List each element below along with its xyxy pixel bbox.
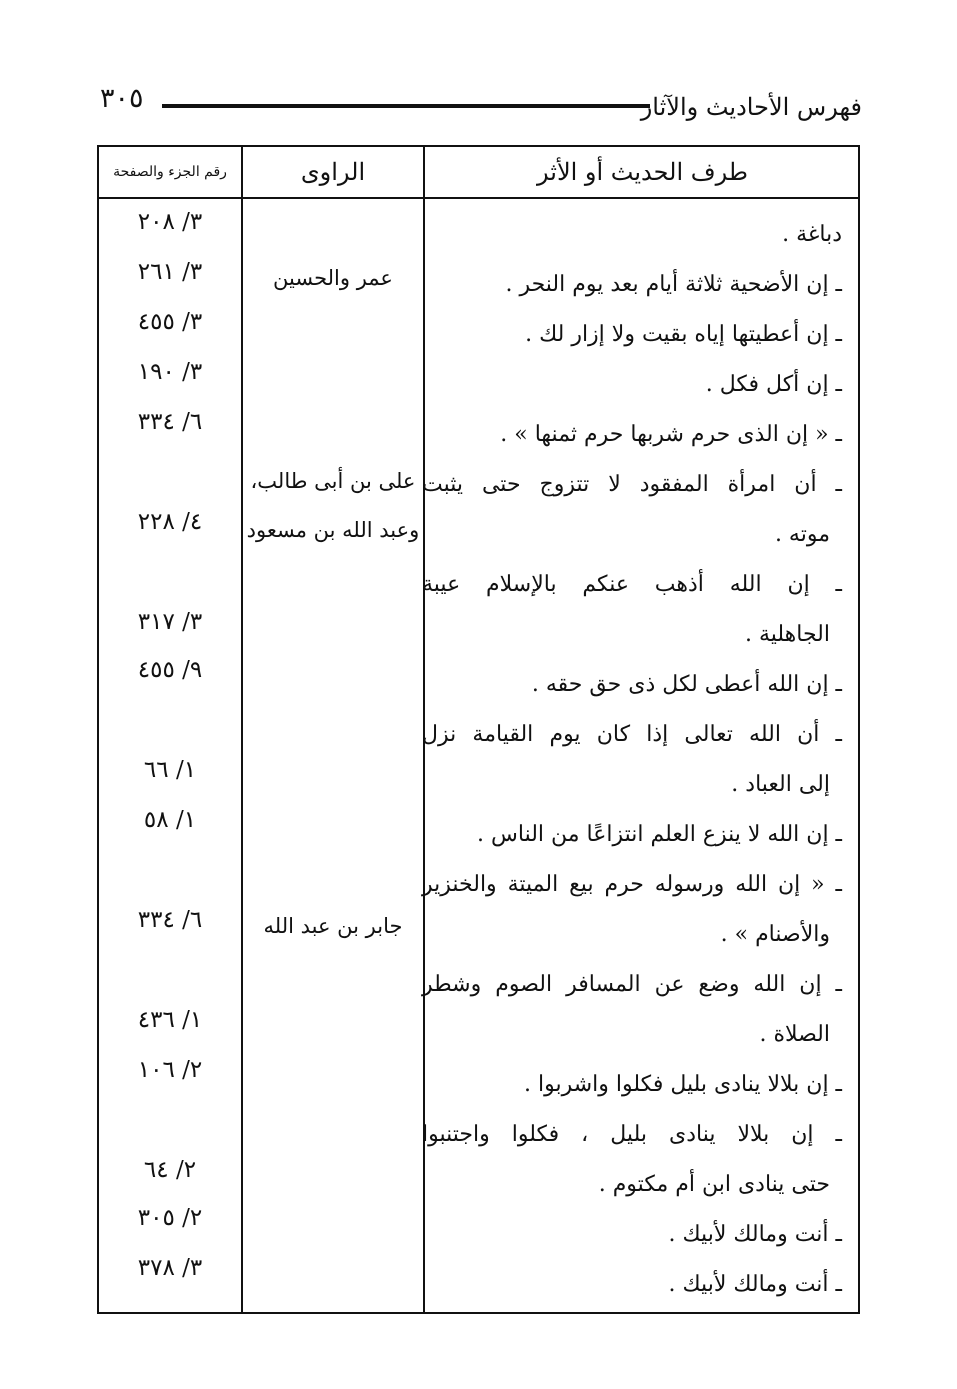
page-ref: ٩/ ٤٥٥ — [137, 657, 203, 683]
hadith-line: ـ أنت ومالك لأبيك . — [668, 1222, 842, 1247]
page-ref: ٦/ ٣٣٤ — [137, 907, 203, 933]
narrator-cell: جابر بن عبد الله — [263, 914, 403, 938]
hadith-line: ـ أن امرأة المفقود لا تتزوج حتى يثبت — [422, 472, 842, 497]
hadith-line: ـ إن الله وضع عن المسافر الصوم وشطر — [422, 972, 842, 997]
hadith-line: موته . — [774, 522, 830, 547]
hadith-line: والأصنام » . — [720, 922, 830, 947]
page-ref: ٣/ ٤٥٥ — [137, 309, 203, 335]
narrator-cell: عمر والحسين — [273, 266, 393, 290]
hadith-line: ـ إن الله لا ينزع العلم انتزاعًا من الناس . — [477, 822, 842, 847]
page-ref: ٣/ ١٩٠ — [137, 359, 203, 385]
hadith-line: الصلاة . — [759, 1022, 830, 1047]
page-header — [0, 0, 957, 140]
hadith-line: ـ إن أكل فكل . — [705, 372, 842, 397]
hadith-line: إلى العباد . — [731, 772, 830, 797]
hadith-line: ـ « إن الله ورسوله حرم بيع الميتة والخنزير — [422, 872, 842, 897]
column-header-narrator: الراوى — [300, 158, 366, 186]
hadith-line: الجاهلية . — [744, 622, 830, 647]
page-ref: ٤/ ٢٢٨ — [137, 509, 203, 535]
page-ref: ١/ ٦٦ — [143, 757, 197, 783]
narrator-cell: وعبد الله بن مسعود — [246, 518, 420, 542]
page-number: ٣٠٥ — [100, 83, 144, 114]
page-ref: ٣/ ٣٧٨ — [137, 1255, 203, 1281]
column-header-text: طرف الحديث أو الأثر — [537, 158, 748, 186]
running-title: فهرس الأحاديث والآثار — [640, 93, 862, 121]
page-ref: ١/ ٤٣٦ — [137, 1007, 203, 1033]
hadith-line: ـ إن بلالا ينادى بليل ، فكلوا واجتنبوا — [422, 1122, 842, 1147]
hadith-line: حتى ينادى ابن أم مكتوم . — [598, 1172, 830, 1197]
hadith-line: ـ إن الله أعطى لكل ذى حق حقه . — [531, 672, 842, 697]
hadith-line: ـ إن بلالا ينادى بليل فكلوا واشربوا . — [524, 1072, 842, 1097]
hadith-line: دباغة . — [782, 222, 842, 247]
hadith-line: ـ إن الله أذهب عنكم بالإسلام عيبة — [422, 572, 842, 597]
index-table — [97, 145, 860, 1314]
page-ref: ٢/ ٣٠٥ — [137, 1205, 203, 1231]
page-ref: ٣/ ٢٠٨ — [137, 209, 203, 235]
page-ref: ٢/ ١٠٦ — [137, 1057, 203, 1083]
narrator-cell: على بن أبى طالب، — [250, 469, 416, 493]
hadith-line: ـ أنت ومالك لأبيك . — [668, 1272, 842, 1297]
page-ref: ٦/ ٣٣٤ — [137, 409, 203, 435]
column-header-page: رقم الجزء والصفحة — [113, 164, 227, 180]
page-ref: ٣/ ٣١٧ — [137, 609, 203, 635]
hadith-line: ـ إن الأضحية ثلاثة أيام بعد يوم النحر . — [505, 272, 842, 297]
hadith-line: ـ أن الله تعالى إذا كان يوم القيامة نزل — [422, 722, 842, 747]
page-ref: ١/ ٥٨ — [143, 807, 197, 833]
header-divider — [99, 197, 858, 199]
column-divider-page — [241, 147, 243, 1312]
page-ref: ٢/ ٦٤ — [143, 1157, 197, 1183]
header-rule — [162, 104, 650, 108]
hadith-line: ـ إن أعطيتها إياه بقيت ولا إزار لك . — [525, 322, 842, 347]
page-ref: ٣/ ٢٦١ — [137, 259, 203, 285]
hadith-line: ـ « إن الذى حرم شربها حرم ثمنها » . — [500, 422, 842, 447]
